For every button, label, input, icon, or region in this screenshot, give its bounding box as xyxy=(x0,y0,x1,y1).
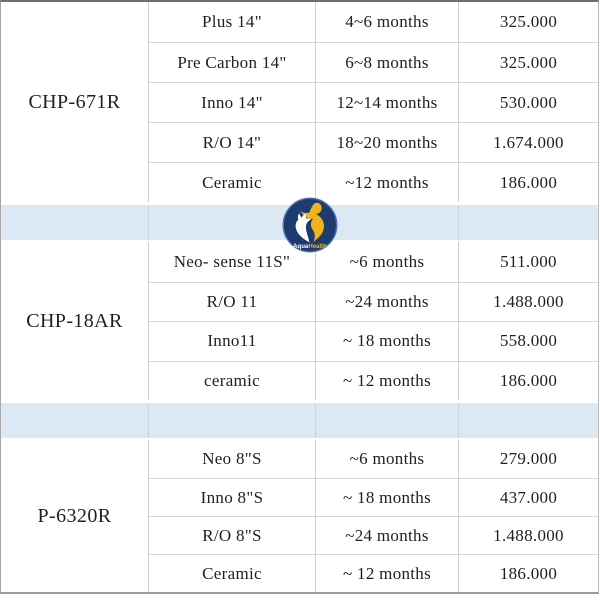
period-cell: 12~14 months xyxy=(316,82,459,122)
price-cell: 1.488.000 xyxy=(459,516,598,554)
filter-cell: Ceramic xyxy=(149,554,316,592)
price-cell: 437.000 xyxy=(459,478,598,516)
logo-word-health: Health xyxy=(308,243,327,251)
filter-cell: Inno 14" xyxy=(149,82,316,122)
price-cell: 325.000 xyxy=(499,12,558,31)
period-cell: 4~6 months xyxy=(316,2,459,42)
filter-cell: Inno11 xyxy=(149,321,316,361)
price-cell: 279.000 xyxy=(499,449,558,468)
filter-cell: Plus 14" xyxy=(149,2,316,42)
band-cell xyxy=(316,403,459,438)
price-cell: 325.000 xyxy=(459,42,598,82)
price-cell: 186.000 xyxy=(459,162,598,202)
band-cell xyxy=(459,403,598,438)
filter-cell: Ceramic xyxy=(149,162,316,202)
model-cell: P-6320R xyxy=(1,440,149,592)
period-cell: ~6 months xyxy=(316,440,459,478)
period-cell: 18~20 months xyxy=(316,122,459,162)
aqua-health-logo xyxy=(281,196,339,254)
model-cell: CHP-671R xyxy=(1,2,149,202)
period-cell: ~24 months xyxy=(316,282,459,322)
separator-band-2 xyxy=(1,400,598,440)
period-cell: ~12 months xyxy=(316,162,459,202)
period-cell: ~ 12 months xyxy=(316,361,459,401)
price-cell: 1.674.000 xyxy=(459,122,598,162)
logo-wordmark xyxy=(293,243,327,250)
table-group-chp-18ar xyxy=(1,242,598,400)
table-group-p-6320r xyxy=(1,440,598,592)
price-cell: 558.000 xyxy=(459,321,598,361)
filter-cell: Neo 8"S xyxy=(149,440,316,478)
period-cell: ~ 12 months xyxy=(316,554,459,592)
model-cell: CHP-18AR xyxy=(1,242,149,400)
aqua-health-logo-graphic xyxy=(281,196,339,254)
filter-cell: Inno 8"S xyxy=(149,478,316,516)
price-cell: 1.488.000 xyxy=(459,282,598,322)
price-cell: 186.000 xyxy=(459,361,598,401)
price-cell: 511.000 xyxy=(500,251,557,271)
band-cell xyxy=(149,403,316,438)
band-cell xyxy=(1,403,149,438)
band-cell xyxy=(459,205,598,240)
period-cell: 6~8 months xyxy=(316,42,459,82)
price-cell: 186.000 xyxy=(459,554,598,592)
period-cell: ~ 18 months xyxy=(316,478,459,516)
filter-cell: Neo- sense 11S" xyxy=(149,242,316,282)
price-cell: 530.000 xyxy=(459,82,598,122)
filter-cell: R/O 14" xyxy=(149,122,316,162)
band-cell xyxy=(1,205,149,240)
period-cell: ~6 months xyxy=(316,242,459,282)
filter-cell: ceramic xyxy=(149,361,316,401)
filter-cell: R/O 8"S xyxy=(149,516,316,554)
filter-cell: Pre Carbon 14" xyxy=(149,42,316,82)
filter-cell: R/O 11 xyxy=(149,282,316,322)
logo-word-aqua: Aqua xyxy=(293,243,309,251)
period-cell: ~ 18 months xyxy=(316,321,459,361)
table-group-chp-671r xyxy=(1,2,598,202)
period-cell: ~24 months xyxy=(316,516,459,554)
